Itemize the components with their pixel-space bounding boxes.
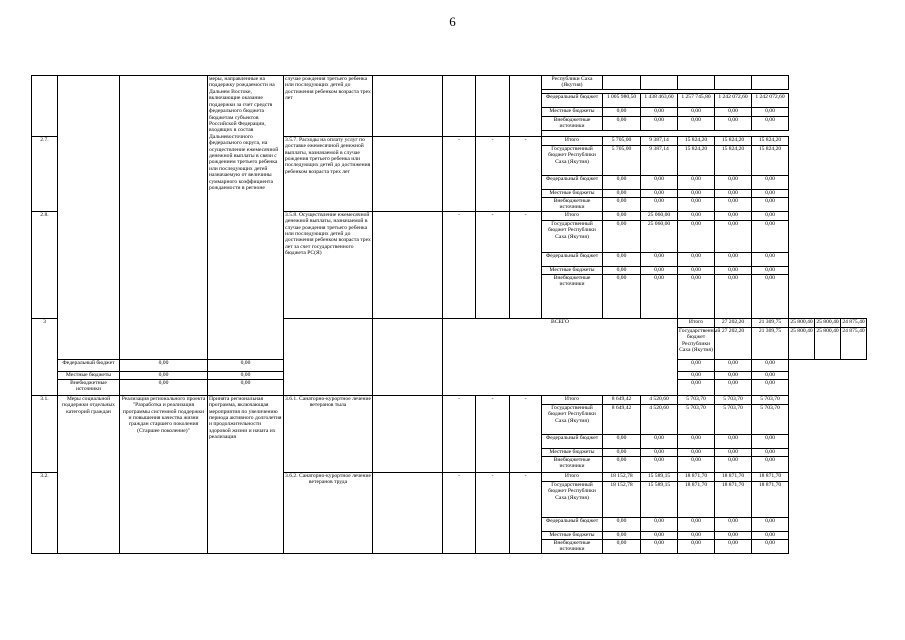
value-cell (603, 76, 641, 90)
source-label: Федеральный бюджет (58, 359, 120, 371)
value-cell: 0,00 (678, 359, 715, 371)
value-cell: 18 152,78 (603, 481, 641, 517)
value-cell: 21 309,75 (752, 327, 789, 359)
value-cell: 25 800,40 (815, 327, 841, 359)
value-cell: 0,00 (715, 456, 752, 472)
value-cell: 18 871,70 (752, 481, 789, 517)
value-cell: 0,00 (641, 175, 678, 189)
value-cell: 0,00 (752, 448, 789, 456)
value-cell: 0,00 (603, 107, 641, 116)
value-cell: 5 705,00 (603, 145, 641, 175)
source-label: Местные бюджеты (542, 531, 603, 539)
project-cell-top (120, 76, 208, 360)
value-cell: 0,00 (641, 539, 678, 553)
value-cell: 0,00 (678, 211, 715, 220)
source-label: Государственный бюджет Республики Саха (Якутия) (542, 220, 603, 252)
dash-cell: - (443, 395, 476, 472)
value-cell: 0,00 (715, 116, 752, 130)
row-number: 3.1. (32, 395, 58, 472)
value-cell: 8 649,42 (603, 395, 641, 404)
empty-cell (510, 76, 542, 137)
value-cell: 0,00 (641, 531, 678, 539)
value-cell: 27 202,20 (715, 327, 752, 359)
value-cell: 8 649,42 (603, 404, 641, 434)
value-cell: 0,00 (752, 175, 789, 189)
row-number: 3.2. (32, 472, 58, 553)
value-cell: 0,00 (752, 107, 789, 116)
value-cell: 0,00 (715, 175, 752, 189)
value-cell: 0,00 (678, 107, 715, 116)
value-cell: 15 589,15 (641, 481, 678, 517)
value-cell: 0,00 (641, 456, 678, 472)
value-cell: 0,00 (641, 448, 678, 456)
value-cell: 21 309,75 (752, 318, 789, 327)
source-label: Внебюджетные источники (542, 116, 603, 130)
value-cell: 1 242 072,60 (715, 93, 752, 107)
value-cell: 0,00 (641, 252, 678, 266)
activity-cell: 3.5.8. Осуществление ежемесячной денежной выплаты, назначаемой в случае рождения третьего ребенка или последующих детей до достижения ребенком возраста трех лет за счет государственного бюджета РС(Я) (284, 211, 373, 318)
source-label: Федеральный бюджет (542, 517, 603, 531)
dash-cell: - (510, 136, 542, 211)
measure-cell-top: меры, направленные на поддержку рождаемости на Дальнем Востоке, включающие оказание поддержки за счет средств федерального бюджета бюджетам субъектов Российской Федерации, входящих в состав Дальневосточного федерального округа, на осуществление ежемесячной денежной выплаты в связи с рождением третьего ребенка или последующих детей назначаемую от величины суммарного коэффициента рождаемости в регионе (208, 76, 284, 360)
value-cell: 18 871,70 (715, 472, 752, 481)
value-cell: 0,00 (752, 434, 789, 448)
source-label: Внебюджетные источники (542, 197, 603, 211)
value-cell: 5 703,70 (715, 395, 752, 404)
value-cell: 15 589,15 (641, 472, 678, 481)
source-label: Итого (542, 211, 603, 220)
value-cell: 18 871,70 (678, 472, 715, 481)
value-cell: 0,00 (678, 539, 715, 553)
left-group-cell: Меры социальной поддержки отдельных категорий граждан (58, 395, 120, 553)
value-cell: 0,00 (678, 252, 715, 266)
empty-cell (443, 76, 476, 137)
value-cell: 0,00 (603, 189, 641, 197)
empty-cell (373, 472, 443, 553)
value-cell (678, 76, 715, 90)
source-label: Местные бюджеты (58, 371, 120, 379)
value-cell: 0,00 (678, 220, 715, 252)
source-label: Внебюджетные источники (542, 539, 603, 553)
value-cell: 0,00 (715, 107, 752, 116)
page-number: 6 (449, 14, 456, 29)
source-label: Итого (542, 136, 603, 145)
value-cell: 5 703,70 (752, 404, 789, 434)
row-number: 2.7. (32, 136, 58, 211)
value-cell: 15 824,20 (678, 136, 715, 145)
dash-cell: - (510, 472, 542, 553)
row-number-cont (32, 76, 58, 137)
value-cell: 0,00 (641, 517, 678, 531)
value-cell: 0,00 (603, 220, 641, 252)
value-cell: 4 520,60 (641, 404, 678, 434)
value-cell: 0,00 (641, 266, 678, 274)
value-cell: 4 520,60 (641, 395, 678, 404)
value-cell: 0,00 (752, 456, 789, 472)
value-cell: 5 703,70 (715, 404, 752, 434)
value-cell: 0,00 (715, 197, 752, 211)
value-cell: 9 387,14 (641, 145, 678, 175)
empty-cell (284, 318, 373, 395)
value-cell: 24 875,40 (841, 318, 867, 327)
value-cell: 0,00 (603, 539, 641, 553)
value-cell: 0,00 (678, 517, 715, 531)
empty-cell (373, 76, 443, 137)
source-label: Федеральный бюджет (542, 252, 603, 266)
value-cell: 0,00 (715, 531, 752, 539)
value-cell: 0,00 (715, 266, 752, 274)
table-row (32, 395, 867, 404)
value-cell: 0,00 (678, 274, 715, 318)
value-cell: 0,00 (603, 116, 641, 130)
value-cell: 0,00 (752, 379, 789, 395)
value-cell: 0,00 (715, 211, 752, 220)
value-cell: 0,00 (603, 266, 641, 274)
value-cell: 25 060,00 (641, 211, 678, 220)
value-cell: 0,00 (752, 189, 789, 197)
dash-cell: - (476, 395, 510, 472)
source-label: Местные бюджеты (542, 266, 603, 274)
value-cell (752, 76, 789, 90)
value-cell: 0,00 (120, 359, 208, 371)
value-cell: 0,00 (678, 266, 715, 274)
value-cell: 1 257 745,80 (678, 93, 715, 107)
empty-cell (476, 76, 510, 137)
value-cell: 0,00 (641, 434, 678, 448)
value-cell: 0,00 (715, 359, 752, 371)
source-label: Итого (542, 395, 603, 404)
value-cell: 15 824,20 (715, 136, 752, 145)
value-cell: 0,00 (208, 371, 284, 379)
value-cell: 0,00 (641, 116, 678, 130)
value-cell: 25 800,40 (789, 318, 815, 327)
value-cell: 0,00 (752, 539, 789, 553)
source-label: Внебюджетные источники (542, 456, 603, 472)
value-cell: 0,00 (715, 379, 752, 395)
value-cell: 25 060,00 (641, 220, 678, 252)
value-cell: 1 438 463,60 (641, 93, 678, 107)
value-cell: 0,00 (715, 539, 752, 553)
source-label: Государственный бюджет Республики Саха (Якутия) (542, 404, 603, 434)
value-cell: 0,00 (752, 274, 789, 318)
source-label: Федеральный бюджет (542, 175, 603, 189)
dash-cell: - (476, 211, 510, 318)
source-label: Федеральный бюджет (542, 93, 603, 107)
measure-cell: Принята региональная программа, включающая мероприятия по увеличению периода активного долголетия и продолжительности здоровой жизни и начата их реализация (208, 395, 284, 553)
value-cell: 5 703,70 (678, 395, 715, 404)
value-cell: 0,00 (752, 197, 789, 211)
value-cell: 0,00 (603, 211, 641, 220)
table-row (32, 76, 867, 90)
value-cell: 0,00 (678, 175, 715, 189)
value-cell: 1 005 980,50 (603, 93, 641, 107)
value-cell: 15 824,20 (715, 145, 752, 175)
source-label: Местные бюджеты (542, 189, 603, 197)
value-cell: 0,00 (715, 448, 752, 456)
value-cell: 0,00 (752, 220, 789, 252)
value-cell: 5 703,70 (678, 404, 715, 434)
value-cell: 0,00 (603, 531, 641, 539)
value-cell: 0,00 (715, 517, 752, 531)
value-cell: 0,00 (678, 371, 715, 379)
value-cell: 0,00 (752, 211, 789, 220)
value-cell: 0,00 (120, 379, 208, 395)
value-cell: 0,00 (208, 379, 284, 395)
dash-cell: - (476, 472, 510, 553)
value-cell: 0,00 (678, 456, 715, 472)
activity-cell: 3.5.7. Расходы на оплату услуг по доставке ежемесячной денежной выплаты, назначаемой в случае рождения третьего ребенка или последующих детей до достижения ребенком возраста трех лет (284, 136, 373, 211)
value-cell: 0,00 (678, 197, 715, 211)
value-cell: 0,00 (120, 371, 208, 379)
value-cell: 0,00 (641, 274, 678, 318)
value-cell: 0,00 (752, 371, 789, 379)
empty-cell (373, 136, 443, 211)
source-label: Итого (678, 318, 715, 327)
value-cell: 1 242 072,60 (752, 93, 789, 107)
value-cell: 0,00 (715, 434, 752, 448)
value-cell: 0,00 (752, 116, 789, 130)
dash-cell: - (443, 211, 476, 318)
source-label: Государственный бюджет Республики Саха (Якутия) (542, 145, 603, 175)
value-cell: 27 202,20 (715, 318, 752, 327)
empty-cell (373, 395, 443, 472)
value-cell: 0,00 (752, 359, 789, 371)
activity-cell-cont: случае рождения третьего ребенка или последующих детей до достижения ребенком возраста трех лет (284, 76, 373, 137)
value-cell: 0,00 (603, 448, 641, 456)
left-group-cell-top (58, 76, 120, 360)
dash-cell: - (443, 136, 476, 211)
row-number: 2.8. (32, 211, 58, 318)
value-cell: 0,00 (715, 189, 752, 197)
source-label: Внебюджетные источники (58, 379, 120, 395)
value-cell: 24 875,40 (841, 327, 867, 359)
value-cell: 0,00 (715, 220, 752, 252)
value-cell: 0,00 (678, 379, 715, 395)
total-label: ВСЕГО (443, 318, 678, 395)
value-cell: 0,00 (752, 531, 789, 539)
value-cell: 0,00 (678, 448, 715, 456)
value-cell: 0,00 (603, 252, 641, 266)
value-cell: 0,00 (678, 434, 715, 448)
value-cell: 5 703,70 (752, 395, 789, 404)
activity-cell: 3.6.1. Санаторно-курортное лечение ветеранов тыла (284, 395, 373, 472)
budget-table (31, 75, 867, 554)
value-cell (641, 76, 678, 90)
source-label: Республики Саха (Якутия) (542, 76, 603, 90)
value-cell (715, 76, 752, 90)
value-cell: 5 705,00 (603, 136, 641, 145)
dash-cell: - (510, 211, 542, 318)
value-cell: 18 152,78 (603, 472, 641, 481)
value-cell: 0,00 (208, 359, 284, 371)
source-label: Итого (542, 472, 603, 481)
value-cell: 0,00 (678, 531, 715, 539)
value-cell: 9 387,14 (641, 136, 678, 145)
value-cell: 0,00 (678, 116, 715, 130)
value-cell: 18 871,70 (752, 472, 789, 481)
value-cell: 0,00 (603, 197, 641, 211)
value-cell: 0,00 (752, 517, 789, 531)
value-cell: 15 824,20 (752, 145, 789, 175)
source-label: Федеральный бюджет (542, 434, 603, 448)
value-cell: 0,00 (715, 274, 752, 318)
value-cell: 25 800,40 (815, 318, 841, 327)
value-cell: 0,00 (641, 189, 678, 197)
value-cell: 0,00 (603, 456, 641, 472)
dash-cell: - (510, 395, 542, 472)
source-label: Государственный бюджет Республики Саха (Якутия) (542, 481, 603, 517)
empty-cell (373, 211, 443, 318)
value-cell: 18 871,70 (715, 481, 752, 517)
value-cell: 0,00 (603, 434, 641, 448)
value-cell: 0,00 (752, 252, 789, 266)
value-cell: 15 824,20 (678, 145, 715, 175)
value-cell: 0,00 (603, 175, 641, 189)
value-cell: 0,00 (715, 252, 752, 266)
value-cell: 0,00 (752, 266, 789, 274)
value-cell: 0,00 (715, 371, 752, 379)
value-cell: 0,00 (641, 197, 678, 211)
activity-cell: 3.6.2. Санаторно-курортное лечение ветеранов труда (284, 472, 373, 553)
value-cell: 18 871,70 (678, 481, 715, 517)
source-label: Внебюджетные источники (542, 274, 603, 318)
value-cell: 0,00 (678, 189, 715, 197)
source-label: Государственный бюджет Республики Саха (Якутия) (678, 327, 715, 359)
value-cell: 15 824,20 (752, 136, 789, 145)
value-cell: 0,00 (641, 107, 678, 116)
value-cell: 0,00 (603, 274, 641, 318)
source-label: Местные бюджеты (542, 448, 603, 456)
value-cell: 0,00 (603, 517, 641, 531)
dash-cell: - (476, 136, 510, 211)
value-cell: 25 800,40 (789, 327, 815, 359)
project-cell: Реализация регионального проекта "Разработка и реализация программы системной поддержки и повышения качества жизни граждан старшего поколения (Старшее поколение)" (120, 395, 208, 553)
row-number: 3 (32, 318, 58, 395)
empty-cell (373, 318, 443, 395)
dash-cell: - (443, 472, 476, 553)
source-label: Местные бюджеты (542, 107, 603, 116)
